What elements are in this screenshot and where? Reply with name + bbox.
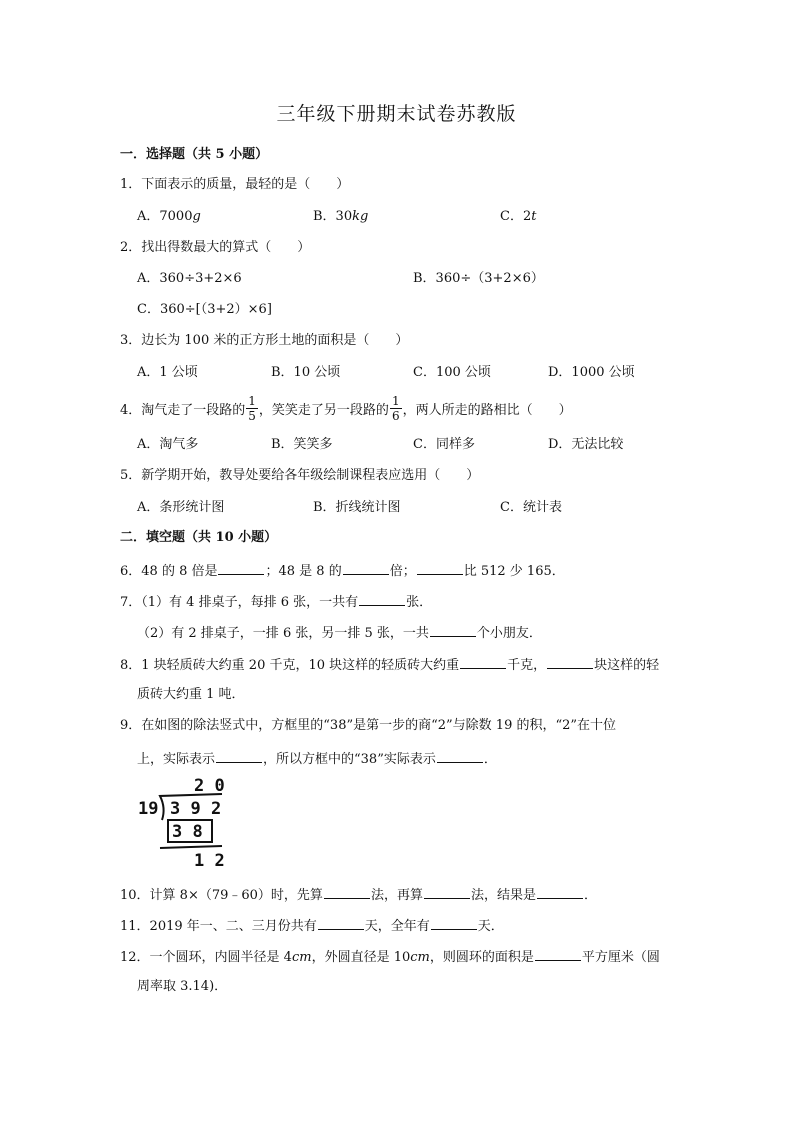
section-heading-fill: 二．填空题（共 10 小题） xyxy=(120,530,278,545)
answer-blank[interactable] xyxy=(359,592,405,606)
quotient: 2 0 xyxy=(194,776,225,796)
q4-option-d: D．无法比较 xyxy=(548,437,624,452)
dividend: 3 9 2 xyxy=(170,799,222,819)
question-9-line-2: 上，实际表示 ，所以方框中的“38”实际表示 ． xyxy=(137,749,497,769)
q5-option-b: B．折线统计图 xyxy=(313,500,401,515)
remainder: 1 2 xyxy=(194,851,225,871)
page-title: 三年级下册期末试卷苏教版 xyxy=(276,103,517,125)
answer-blank[interactable] xyxy=(437,749,483,763)
answer-blank[interactable] xyxy=(318,916,364,930)
section-heading-choice: 一．选择题（共 5 小题） xyxy=(120,147,269,162)
q4-option-b: B．笑笑多 xyxy=(271,437,333,452)
answer-blank[interactable] xyxy=(460,655,506,669)
subtraction-line xyxy=(160,846,222,848)
question-3-stem: 3．边长为 100 米的正方形土地的面积是（ ） xyxy=(120,333,409,348)
answer-blank[interactable] xyxy=(431,916,477,930)
question-12-line-2: 周率取 3.14)． xyxy=(137,979,228,994)
question-8-line-1: 8．1 块轻质砖大约重 20 千克，10 块这样的轻质砖大约重 千克， 块这样的轻 xyxy=(120,655,659,675)
q3-option-c: C．100 公顷 xyxy=(413,365,491,380)
answer-blank[interactable] xyxy=(424,885,470,899)
answer-blank[interactable] xyxy=(535,947,581,961)
question-10: 10．计算 8×（79﹣60）时，先算 法，再算 法，结果是 ． xyxy=(120,885,597,905)
answer-blank[interactable] xyxy=(537,885,583,899)
q5-option-c: C．统计表 xyxy=(500,500,562,515)
fraction-one-fifth: $\frac{1}{5}$ xyxy=(248,394,256,423)
answer-blank[interactable] xyxy=(324,885,370,899)
divisor: 19 xyxy=(138,799,159,819)
question-7-part-2: （2）有 2 排桌子，一排 6 张，另一排 5 张，一共 个小朋友． xyxy=(137,623,542,643)
question-11: 11．2019 年一、二、三月份共有 天，全年有 天． xyxy=(120,916,504,936)
question-12-line-1: 12．一个圆环，内圆半径是 4cm，外圆直径是 10cm，则圆环的面积是 平方厘米（圆 xyxy=(120,947,660,967)
question-6: 6．48 的 8 倍是 ；48 是 8 的 倍； 比 512 少 165． xyxy=(120,561,565,581)
q3-option-a: A．1 公顷 xyxy=(137,365,198,380)
q3-option-b: B．10 公顷 xyxy=(271,365,341,380)
q2-option-c: C．360÷[（3+2）×6] xyxy=(137,302,272,317)
q1-option-a: A．7000g xyxy=(137,209,201,224)
question-5-stem: 5．新学期开始，教导处要给各年级绘制课程表应选用（ ） xyxy=(120,468,480,483)
product: 3 8 xyxy=(172,822,203,842)
answer-blank[interactable] xyxy=(216,749,262,763)
fraction-one-sixth: $\frac{1}{6}$ xyxy=(391,394,400,423)
question-7-part-1: 7．（1）有 4 排桌子，每排 6 张，一共有 张． xyxy=(120,592,432,612)
answer-blank[interactable] xyxy=(417,561,463,575)
question-8-line-2: 质砖大约重 1 吨． xyxy=(137,687,245,702)
q2-option-a: A．360÷3+2×6 xyxy=(137,271,242,286)
q5-option-a: A．条形统计图 xyxy=(137,500,225,515)
answer-blank[interactable] xyxy=(547,655,593,669)
q4-option-c: C．同样多 xyxy=(413,437,475,452)
q2-option-b: B．360÷（3+2×6） xyxy=(413,271,544,286)
answer-blank[interactable] xyxy=(218,561,264,575)
long-division-figure xyxy=(130,772,240,872)
question-2-stem: 2．找出得数最大的算式（ ） xyxy=(120,240,311,255)
question-1-stem: 1．下面表示的质量，最轻的是（ ） xyxy=(120,177,350,192)
q3-option-d: D．1000 公顷 xyxy=(548,365,635,380)
q1-option-c: C．2t xyxy=(500,209,537,224)
q4-option-a: A．淘气多 xyxy=(137,437,199,452)
q1-option-b: B．30kg xyxy=(313,209,369,224)
question-9-line-1: 9．在如图的除法竖式中，方框里的“38”是第一步的商“2”与除数 19 的积，“2”在十位 xyxy=(120,718,617,733)
question-4-stem: 4．淘气走了一段路的 $\frac{1}{5}$ ，笑笑走了另一段路的 $\frac{1}{6}$ ，两人所走的路相比（ ） xyxy=(120,394,572,423)
answer-blank[interactable] xyxy=(343,561,389,575)
answer-blank[interactable] xyxy=(430,623,476,637)
